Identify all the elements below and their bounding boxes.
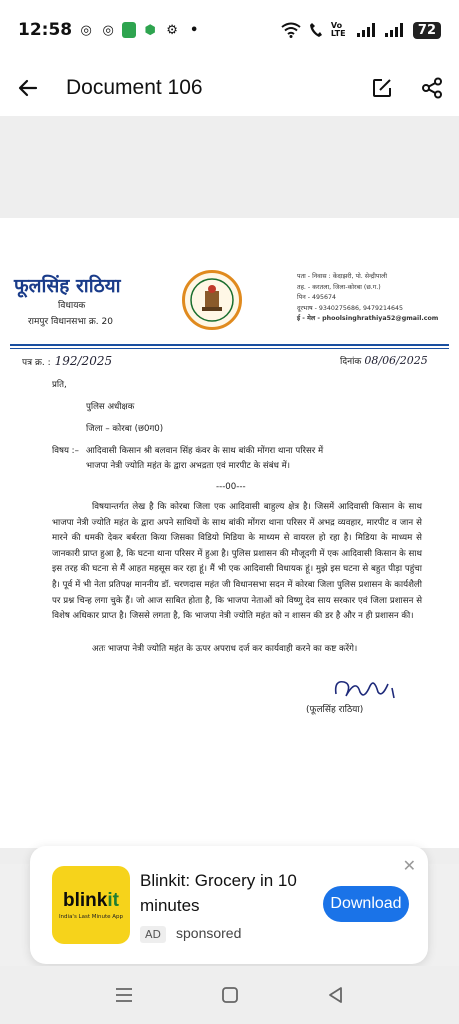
- letterhead-constituency: रामपुर विधानसभा क्र. 20: [28, 317, 113, 327]
- status-time: 12:58: [18, 20, 73, 40]
- signal-icon: [357, 23, 377, 37]
- signature-image: [330, 674, 410, 704]
- app-bar: [0, 60, 459, 116]
- download-button[interactable]: Download: [323, 886, 409, 922]
- close-icon[interactable]: ✕: [402, 856, 416, 875]
- back-triangle-icon[interactable]: [327, 986, 345, 1004]
- subject-line: आदिवासी किसान श्री बलवान सिंह कंवर के साथ बांकी मोंगरा थाना परिसर में: [86, 446, 324, 456]
- call-icon: [309, 22, 323, 38]
- home-icon[interactable]: [221, 986, 239, 1004]
- battery-indicator: 72: [413, 22, 441, 39]
- share-icon[interactable]: [421, 77, 443, 99]
- reference-number: [22, 354, 112, 368]
- body-paragraph: विषयान्तर्गत लेख है कि कोरबा जिला एक आदिवासी बाहुल्य क्षेत्र है। जिसमें आदिवासी किसान के साथ भाजपा नेत्री ज्योति महंत के द्वारा अपने साथियों के साथ बांकी मोंगरा थाना परिसर में अभद्र व्यवहार, मारपीट व जान से मारने की धमकी देकर बर्बरता किया जिसका विडियो मिडिया के माध्यम से वायरल हो रहा है। मिडिया के माध्यम से जानकारी प्राप्त हुआ है, कि घटना थाना परिसर में हुआ है। पुलिस प्रशासन की मौजूदगी में एक आदिवासी किसान के साथ इस तरह की घटना से मैं आहत महसूस कर रहा हूं। मैं भी एक आदिवासी विधायक हूं। मुझे इस घटना से बहुत पीड़ा पहुंचा है। पूर्व में भी नेता प्रतिपक्ष माननीय डॉ. चरणदास महंत जी विधानसभा सदन में कोरबा जिला पुलिस प्रशासन के कार्यशैली पर प्रश्न चिन्ह लगा चुके हैं। जो आज साबित होता है, कि भाजपा नेताओं को विष्णु देव साय सरकार एवं जिला प्रशासन से विशेष अधिकार प्राप्त है। जिससे लगता है, कि भाजपा नेत्री ज्योति महंत को न शासन की डर है और न ही प्रशासन की।: [52, 502, 422, 622]
- wifi-icon: [281, 22, 301, 38]
- ad-title[interactable]: Blinkit: Grocery in 10 minutes: [140, 871, 297, 915]
- letterhead-rule: [10, 344, 449, 346]
- party-emblem-logo: [182, 270, 242, 330]
- ad-banner[interactable]: [30, 846, 428, 964]
- date-value: 08/06/2025: [364, 354, 428, 367]
- whatsapp-business-icon: ◎: [102, 22, 114, 38]
- subject-line: भाजपा नेत्री ज्योति महंत के द्वारा अभद्रता एवं मारपीट के संबंध में।: [86, 461, 291, 471]
- reference-value: 192/2025: [54, 354, 113, 368]
- logo-word: blink: [63, 890, 108, 911]
- blinkit-logo[interactable]: [52, 866, 130, 944]
- edit-icon[interactable]: [371, 77, 393, 99]
- subject-label: विषय :–: [52, 446, 79, 456]
- signal-icon-2: [385, 23, 405, 37]
- letterhead-address: [297, 272, 438, 325]
- gear-icon: ⚙: [166, 22, 178, 38]
- address-line: तह. - करतला, जिला-कोरबा (छ.ग.): [297, 283, 381, 291]
- body-paragraph: अतः भाजपा नेत्री ज्योति महंत के ऊपर अपराध दर्ज कर कार्यवाही करने का कष्ट करेंगे।: [92, 644, 358, 654]
- status-bar: [0, 0, 459, 60]
- app-notification-icon: [122, 22, 136, 38]
- whatsapp-icon: ◎: [80, 22, 92, 38]
- address-line: दूरभाष - 9340275686, 9479214645: [297, 304, 404, 312]
- system-nav-bar: [0, 966, 459, 1024]
- ad-badge: AD: [140, 926, 166, 943]
- shield-icon: ⬢: [144, 22, 156, 38]
- address-line: ई - मेल - phoolsinghrathiya52@gmail.com: [297, 315, 439, 322]
- signatory-name: (फूलसिंह राठिया): [306, 705, 364, 715]
- logo-accent: it: [107, 890, 119, 911]
- logo-tagline: India's Last Minute App: [58, 914, 124, 920]
- document-viewer[interactable]: [0, 116, 459, 864]
- recents-menu-icon[interactable]: [114, 987, 134, 1003]
- letterhead-name: फूलसिंह राठिया: [14, 275, 121, 297]
- section-divider: ---00---: [216, 482, 246, 492]
- sponsored-label: sponsored: [176, 925, 242, 941]
- back-arrow-icon[interactable]: [16, 76, 40, 100]
- document-title: Document 106: [66, 76, 203, 99]
- recipient: पुलिस अधीक्षक: [86, 402, 135, 412]
- letterhead-rule-thin: [10, 348, 449, 349]
- more-dot-icon: •: [189, 22, 199, 38]
- network-label: Vo LTE: [330, 21, 346, 38]
- letterhead-designation: विधायक: [58, 301, 86, 311]
- address-line: पता - निवास : केंदाझरी, पो. सेन्द्रीपाली: [297, 273, 387, 280]
- address-line: पिन - 495674: [297, 294, 337, 301]
- date-label: दिनांक: [340, 357, 362, 367]
- recipient-district: जिला – कोरबा (छ0ग0): [86, 424, 164, 434]
- letter-date: [340, 354, 428, 367]
- salutation: प्रति,: [52, 380, 67, 390]
- letter-page: [0, 218, 459, 848]
- reference-label: पत्र क्र. :: [22, 358, 51, 368]
